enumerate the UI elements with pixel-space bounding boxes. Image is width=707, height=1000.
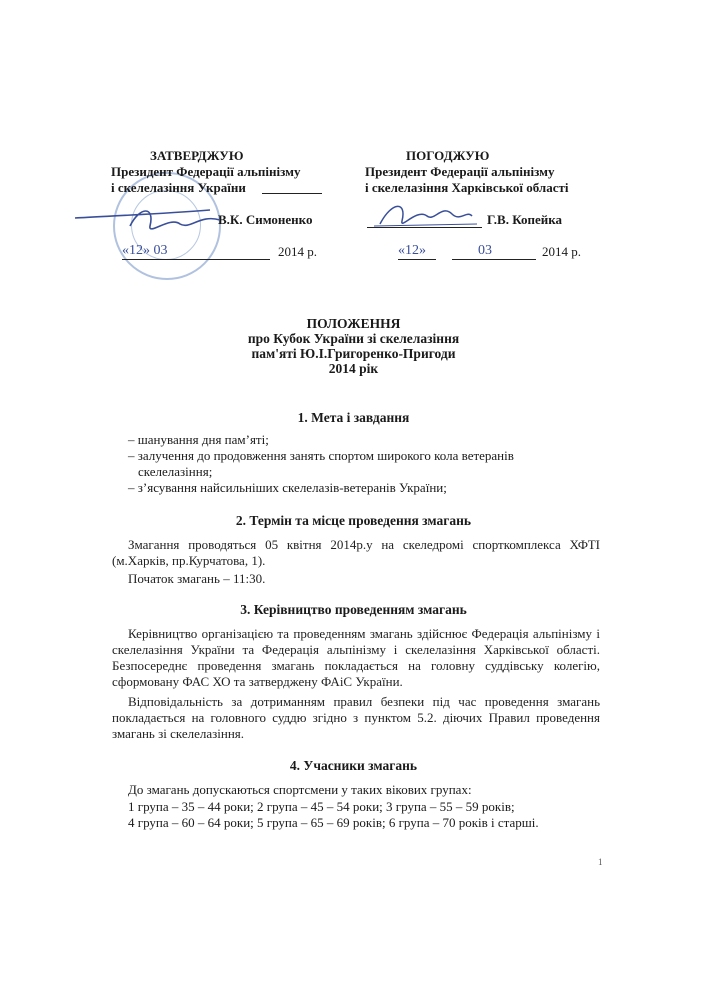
section-heading: 2. Термін та місце проведення змагань [235, 513, 472, 528]
approval-year: 2014 р. [278, 244, 317, 259]
title-line3: пам'яті Ю.І.Григоренко-Пригоди [251, 346, 456, 361]
signatory-name: В.К. Симоненко [218, 212, 313, 227]
list-item: 4 група – 60 – 64 роки; 5 група – 65 – 69 років; 6 група – 70 років і старші. [128, 815, 539, 830]
section-heading: 3. Керівництво проведенням змагань [240, 602, 467, 617]
paragraph: Відповідальність за дотриманням правил безпеки під час проведення змагань покладається на головного суддю згідно з пунктом 5.2. діючих Правил проведення змагань зі скелелазіння. [112, 694, 600, 741]
approval-role-line2: і скелелазіння Харківської області [365, 180, 569, 195]
list-item: – з’ясування найсильніших скелелазів-ветеранів України; [128, 480, 447, 495]
paragraph: Початок змагань – 11:30. [128, 571, 266, 586]
approval-heading: ПОГОДЖУЮ [406, 148, 490, 163]
page-number: 1 [598, 857, 603, 867]
approval-role-line2: і скелелазіння України [111, 180, 246, 195]
date-line [122, 259, 270, 260]
approval-role-line1: Президент Федерації альпінізму [111, 164, 301, 179]
approval-date-day: «12» [398, 243, 426, 258]
list-item: – шанування дня пам’яті; [128, 432, 269, 447]
document-title [0, 316, 707, 376]
title-line1: ПОЛОЖЕННЯ [306, 316, 401, 331]
approval-date-handwritten: «12» 03 [122, 243, 168, 258]
list-item: скелелазіння; [138, 464, 213, 479]
title-line4: 2014 рік [328, 361, 379, 376]
signatory-name: Г.В. Копейка [487, 212, 563, 227]
paragraph: Змагання проводяться 05 квітня 2014р.у на скеледромі спорткомплекса ХФТІ (м.Харків, пр.Курчатова, 1). [112, 537, 600, 568]
approval-date-month: 03 [478, 243, 492, 258]
approval-role-line1: Президент Федерації альпінізму [365, 164, 555, 179]
signature-line [367, 227, 482, 228]
list-item: – залучення до продовження занять спортом широкого кола ветеранів [128, 448, 514, 463]
approval-heading: ЗАТВЕРДЖУЮ [150, 148, 244, 163]
approval-year: 2014 р. [542, 244, 581, 259]
paragraph: Керівництво організацією та проведенням змагань здійснює Федерація альпінізму і скелелазіння України та Федерація альпінізму і скелелазіння Харківської області. Безпосереднє проведення змагань покладається на головну суддівську колегію, сформовану ФАС ХО та затверджену ФАіС України. [112, 626, 600, 689]
handwritten-signature [372, 196, 482, 236]
title-line2: про Кубок України зі скелелазіння [247, 331, 460, 346]
paragraph: До змагань допускаються спортсмени у таких вікових групах: [128, 782, 472, 797]
section-heading: 4. Учасники змагань [289, 758, 418, 773]
date-day-line [398, 259, 436, 260]
handwritten-signature [70, 196, 240, 246]
list-item: 1 група – 35 – 44 роки; 2 група – 45 – 54 роки; 3 група – 55 – 59 років; [128, 799, 515, 814]
date-month-line [452, 259, 536, 260]
section-heading: 1. Мета і завдання [297, 410, 410, 425]
signature-line [262, 193, 322, 194]
